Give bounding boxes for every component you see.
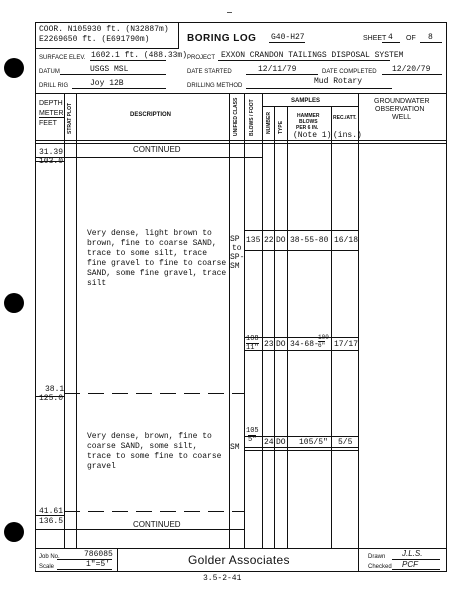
type-header: TYPE <box>278 120 284 134</box>
drilling-method-label: DRILLING METHOD <box>187 83 243 89</box>
sample-24-rec: 5/5 <box>338 438 353 447</box>
blows-foot-header: BLOWS / FOOT <box>249 99 255 136</box>
sample-23-blows-bot: 11" <box>246 344 259 352</box>
layer1-description: Very dense, light brown to brown, fine to coarse SAND, trace to some silt, trace fine gravel to fine to coarse SAND, some fine gravel, trace silt <box>87 229 227 288</box>
sheet-label: SHEET <box>363 35 387 42</box>
hammer-header-3: PER 6 IN. <box>296 125 319 131</box>
layer1-class-4: SM <box>230 262 240 271</box>
strat-plot-header: STRAT PLOT <box>67 102 73 134</box>
number-header: NUMBER <box>266 112 272 134</box>
job-no-label: Job No. <box>39 554 60 560</box>
depth-top-feet: 103.0 <box>39 157 64 166</box>
sample-24-type: DO <box>276 438 286 447</box>
unified-class-header: UNIFIED CLASS <box>233 97 239 136</box>
checked-value: PCF <box>402 560 418 569</box>
description-header: DESCRIPTION <box>130 112 172 118</box>
drilling-method-value: Mud Rotary <box>314 77 363 86</box>
of-label: OF <box>406 35 416 42</box>
depth-feet-header: FEET <box>39 120 57 127</box>
date-completed-value: 12/20/79 <box>392 65 431 74</box>
depth-header: DEPTH <box>39 100 63 107</box>
sample-22-type: DO <box>276 236 286 245</box>
surface-elev-label: SURFACE ELEV. <box>39 55 86 61</box>
sample-24-number: 24 <box>264 438 274 447</box>
depth-bot-feet: 136.5 <box>39 517 64 526</box>
continued-bottom: CONTINUED <box>133 520 181 529</box>
hammer-header-2: BLOWS <box>299 119 318 125</box>
sample-24-blows-bot: 5" <box>248 436 257 444</box>
depth-meter-header: METER <box>39 110 64 117</box>
sample-23-rec: 17/17 <box>334 340 359 349</box>
sample-23-type: DO <box>276 340 286 349</box>
checked-label: Checked <box>368 564 392 570</box>
gw-header-2: OBSERVATION <box>375 106 425 113</box>
job-no-value: 786085 <box>84 550 113 559</box>
date-completed-label: DATE COMPLETED <box>322 69 377 75</box>
date-started-value: 12/11/79 <box>258 65 297 74</box>
continued-top: CONTINUED <box>133 145 181 154</box>
sheet-number: 4 <box>388 33 393 42</box>
layer1-class-3: SP- <box>230 253 245 262</box>
depth-bot-meters: 41.61 <box>39 507 64 516</box>
depth-top-meters: 31.39 <box>39 148 64 157</box>
hammer-note: (Note 1) <box>293 131 332 140</box>
samples-header: SAMPLES <box>291 98 321 104</box>
layer2-description: Very dense, brown, fine to coarse SAND, some silt, trace to some fine to coarse gravel <box>87 432 222 471</box>
page-reference: 3.5-2-41 <box>203 574 242 583</box>
scale-label: Scale <box>39 564 55 570</box>
drawn-value: J.L.S. <box>402 549 423 558</box>
date-started-label: DATE STARTED <box>187 69 232 75</box>
company-name: Golder Associates <box>188 553 290 567</box>
datum-value: USGS MSL <box>90 65 129 74</box>
sample-23-blows-top: 108 <box>246 335 259 343</box>
sheet-total: 8 <box>428 33 433 42</box>
rec-units: (ins.) <box>333 131 362 140</box>
gw-header-1: GROUNDWATER <box>374 98 430 105</box>
boring-id: G40-H27 <box>271 33 305 42</box>
scale-value: 1"=5' <box>86 560 111 569</box>
sample-23-hammer-frac-bot: 6" <box>318 342 326 349</box>
depth-mid-meters: 38.1 <box>45 385 65 394</box>
rec-att-header: REC./ATT. <box>333 115 357 121</box>
sample-22-hammer: 38-55-80 <box>290 236 329 245</box>
sample-24-blows-top: 105 <box>246 427 259 435</box>
drill-rig-label: DRILL RIG <box>39 83 69 89</box>
surface-elev-value: 1602.1 ft. (488.33m) <box>91 51 188 60</box>
sample-22-rec: 16/18 <box>334 236 359 245</box>
sample-24-hammer: 105/5" <box>299 438 328 447</box>
depth-mid-feet: 125.0 <box>39 394 64 403</box>
page-title: BORING LOG <box>187 33 257 44</box>
project-label: PROJECT <box>187 55 216 61</box>
gw-header-3: WELL <box>392 114 412 121</box>
drill-rig-value: Joy 12B <box>90 79 124 88</box>
sample-23-hammer: 34-68- <box>290 340 319 349</box>
layer1-class-2: to <box>232 244 242 253</box>
sample-23-number: 23 <box>264 340 274 349</box>
hammer-header-1: HAMMER <box>297 113 320 119</box>
coordinates: COOR. N105930 ft. (N32887m) E2269650 ft. (E691790m) <box>39 25 169 44</box>
project-value: EXXON CRANDON TAILINGS DISPOSAL SYSTEM <box>221 51 404 60</box>
drawn-label: Drawn <box>368 554 386 560</box>
sample-23-hammer-frac-top: 100 <box>318 334 329 341</box>
layer2-class: SM <box>230 443 240 452</box>
datum-label: DATUM <box>39 69 60 75</box>
layer1-class-1: SP <box>230 235 240 244</box>
sample-22-blows: 135 <box>246 236 261 245</box>
sample-22-number: 22 <box>264 236 274 245</box>
